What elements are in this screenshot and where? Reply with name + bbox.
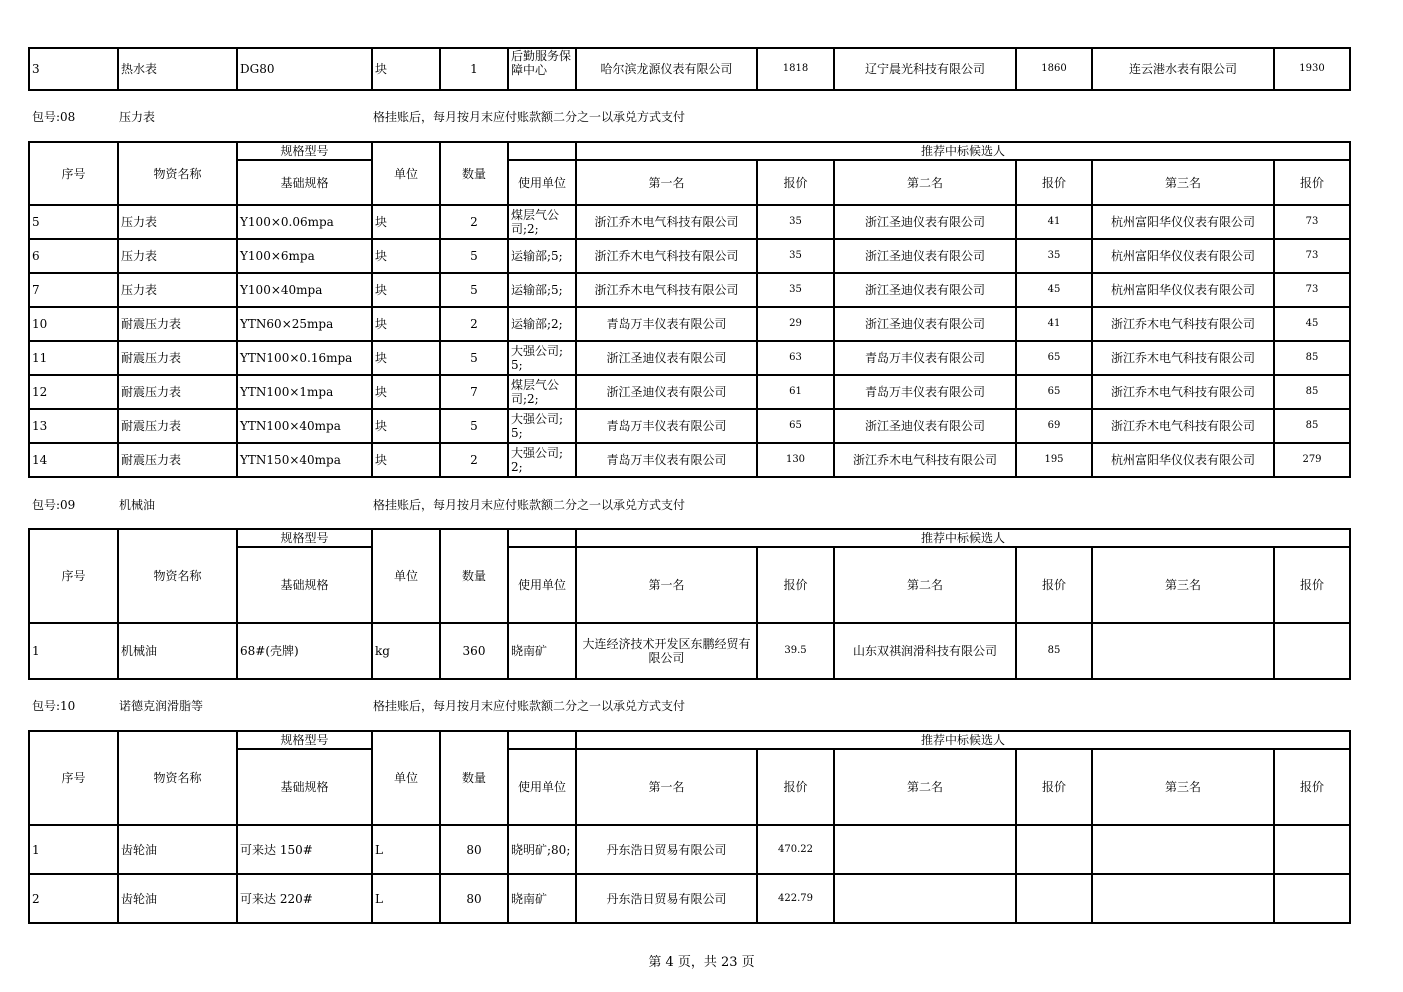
qty-cell: 80 xyxy=(440,874,508,923)
price1-cell: 39.5 xyxy=(757,623,834,679)
price3-cell: 73 xyxy=(1274,205,1350,239)
user-cell: 运输部;5; xyxy=(508,273,576,307)
name-cell: 压力表 xyxy=(118,273,237,307)
header-price1: 报价 xyxy=(757,749,834,825)
seq-cell: 11 xyxy=(29,341,118,375)
price3-cell: 1930 xyxy=(1274,48,1350,90)
seq-cell: 7 xyxy=(29,273,118,307)
package-label-09: 包号:09 xyxy=(32,498,76,512)
package-table xyxy=(28,730,1351,924)
price3-cell: 73 xyxy=(1274,239,1350,273)
header-price2: 报价 xyxy=(1016,160,1092,205)
first-cell: 大连经济技术开发区东鹏经贸有限公司 xyxy=(576,623,757,679)
price2-cell: 195 xyxy=(1016,443,1092,477)
table-row xyxy=(29,307,1350,341)
user-cell: 运输部;2; xyxy=(508,307,576,341)
spec-cell: Y100×6mpa xyxy=(237,239,372,273)
header-first: 第一名 xyxy=(576,160,757,205)
third-cell: 杭州富阳华仪仪表有限公司 xyxy=(1092,239,1274,273)
unit-cell: L xyxy=(372,874,440,923)
user-cell: 大强公司;5; xyxy=(508,409,576,443)
unit-cell: 块 xyxy=(372,341,440,375)
user-cell: 晓南矿 xyxy=(508,874,576,923)
header-third: 第三名 xyxy=(1092,547,1274,623)
price3-cell xyxy=(1274,623,1350,679)
header-user: 使用单位 xyxy=(508,547,576,623)
spec-cell: YTN100×0.16mpa xyxy=(237,341,372,375)
second-cell xyxy=(834,874,1016,923)
package-terms-10: 格挂账后，每月按月末应付账款额二分之一以承兑方式支付 xyxy=(373,699,686,713)
price2-cell: 41 xyxy=(1016,307,1092,341)
second-cell: 青岛万丰仪表有限公司 xyxy=(834,375,1016,409)
header-blank xyxy=(508,731,576,749)
header-user: 使用单位 xyxy=(508,160,576,205)
header-price1: 报价 xyxy=(757,547,834,623)
unit-cell: 块 xyxy=(372,375,440,409)
package-label-10: 包号:10 xyxy=(32,699,76,713)
price3-cell: 85 xyxy=(1274,375,1350,409)
third-cell: 浙江乔木电气科技有限公司 xyxy=(1092,307,1274,341)
name-cell: 压力表 xyxy=(118,205,237,239)
header-qty: 数量 xyxy=(440,529,508,623)
first-cell: 浙江圣迪仪表有限公司 xyxy=(576,375,757,409)
header-price2: 报价 xyxy=(1016,749,1092,825)
price1-cell: 65 xyxy=(757,409,834,443)
first-cell: 丹东浩日贸易有限公司 xyxy=(576,825,757,874)
spec-cell: YTN60×25mpa xyxy=(237,307,372,341)
seq-cell: 5 xyxy=(29,205,118,239)
second-cell: 浙江圣迪仪表有限公司 xyxy=(834,409,1016,443)
first-cell: 丹东浩日贸易有限公司 xyxy=(576,874,757,923)
header-name: 物资名称 xyxy=(118,731,237,825)
price2-cell xyxy=(1016,825,1092,874)
qty-cell: 5 xyxy=(440,341,508,375)
header-qty: 数量 xyxy=(440,731,508,825)
header-spec: 基础规格 xyxy=(237,547,372,623)
header-second: 第二名 xyxy=(834,749,1016,825)
package-table xyxy=(28,141,1351,478)
name-cell: 耐震压力表 xyxy=(118,409,237,443)
price3-cell: 279 xyxy=(1274,443,1350,477)
header-third: 第三名 xyxy=(1092,749,1274,825)
price2-cell: 35 xyxy=(1016,239,1092,273)
header-seq: 序号 xyxy=(29,142,118,205)
spec-cell: Y100×0.06mpa xyxy=(237,205,372,239)
qty-cell: 360 xyxy=(440,623,508,679)
qty-cell: 5 xyxy=(440,239,508,273)
table-row xyxy=(29,48,1350,90)
header-blank xyxy=(508,142,576,160)
header-blank xyxy=(508,529,576,547)
name-cell: 耐震压力表 xyxy=(118,341,237,375)
spec-cell: DG80 xyxy=(237,48,372,90)
header-spec: 基础规格 xyxy=(237,749,372,825)
price1-cell: 470.22 xyxy=(757,825,834,874)
header-seq: 序号 xyxy=(29,529,118,623)
spec-cell: 可来达 150# xyxy=(237,825,372,874)
price1-cell: 63 xyxy=(757,341,834,375)
seq-cell: 12 xyxy=(29,375,118,409)
second-cell: 浙江圣迪仪表有限公司 xyxy=(834,307,1016,341)
price2-cell xyxy=(1016,874,1092,923)
header-first: 第一名 xyxy=(576,547,757,623)
name-cell: 齿轮油 xyxy=(118,874,237,923)
name-cell: 压力表 xyxy=(118,239,237,273)
table-row xyxy=(29,239,1350,273)
header-row xyxy=(29,142,1350,160)
unit-cell: 块 xyxy=(372,205,440,239)
price3-cell xyxy=(1274,874,1350,923)
name-cell: 耐震压力表 xyxy=(118,375,237,409)
package-name-10: 诺德克润滑脂等 xyxy=(119,699,204,713)
price2-cell: 85 xyxy=(1016,623,1092,679)
package-name-08: 压力表 xyxy=(119,110,156,124)
user-cell: 晓南矿 xyxy=(508,623,576,679)
table-row xyxy=(29,273,1350,307)
qty-cell: 2 xyxy=(440,205,508,239)
header-seq: 序号 xyxy=(29,731,118,825)
header-unit: 单位 xyxy=(372,731,440,825)
qty-cell: 2 xyxy=(440,307,508,341)
unit-cell: 块 xyxy=(372,307,440,341)
qty-cell: 7 xyxy=(440,375,508,409)
table-row xyxy=(29,623,1350,679)
price3-cell xyxy=(1274,825,1350,874)
user-cell: 后勤服务保障中心 xyxy=(508,48,576,90)
user-cell: 煤层气公司;2; xyxy=(508,375,576,409)
price1-cell: 61 xyxy=(757,375,834,409)
spec-cell: YTN100×1mpa xyxy=(237,375,372,409)
first-cell: 青岛万丰仪表有限公司 xyxy=(576,443,757,477)
price1-cell: 422.79 xyxy=(757,874,834,923)
header-qty: 数量 xyxy=(440,142,508,205)
seq-cell: 13 xyxy=(29,409,118,443)
unit-cell: 块 xyxy=(372,443,440,477)
table-row xyxy=(29,443,1350,477)
header-price1: 报价 xyxy=(757,160,834,205)
header-second: 第二名 xyxy=(834,547,1016,623)
second-cell: 浙江圣迪仪表有限公司 xyxy=(834,205,1016,239)
header-unit: 单位 xyxy=(372,142,440,205)
table-row xyxy=(29,205,1350,239)
second-cell: 浙江圣迪仪表有限公司 xyxy=(834,273,1016,307)
price1-cell: 1818 xyxy=(757,48,834,90)
unit-cell: 块 xyxy=(372,48,440,90)
header-first: 第一名 xyxy=(576,749,757,825)
third-cell: 连云港水表有限公司 xyxy=(1092,48,1274,90)
qty-cell: 5 xyxy=(440,409,508,443)
qty-cell: 2 xyxy=(440,443,508,477)
price2-cell: 69 xyxy=(1016,409,1092,443)
third-cell: 杭州富阳华仪仪表有限公司 xyxy=(1092,205,1274,239)
first-cell: 哈尔滨龙源仪表有限公司 xyxy=(576,48,757,90)
third-cell xyxy=(1092,825,1274,874)
header-candidates: 推荐中标候选人 xyxy=(576,731,1350,749)
price1-cell: 130 xyxy=(757,443,834,477)
spec-cell: YTN100×40mpa xyxy=(237,409,372,443)
seq-cell: 6 xyxy=(29,239,118,273)
header-unit: 单位 xyxy=(372,529,440,623)
package-table xyxy=(28,528,1351,680)
seq-cell: 10 xyxy=(29,307,118,341)
spec-cell: 可来达 220# xyxy=(237,874,372,923)
unit-cell: 块 xyxy=(372,409,440,443)
header-name: 物资名称 xyxy=(118,529,237,623)
price2-cell: 65 xyxy=(1016,341,1092,375)
table-row xyxy=(29,825,1350,874)
price2-cell: 65 xyxy=(1016,375,1092,409)
header-user: 使用单位 xyxy=(508,749,576,825)
page-footer: 第 4 页，共 23 页 xyxy=(648,955,755,970)
third-cell: 杭州富阳华仪仪表有限公司 xyxy=(1092,443,1274,477)
table-row xyxy=(29,874,1350,923)
header-price3: 报价 xyxy=(1274,160,1350,205)
price3-cell: 45 xyxy=(1274,307,1350,341)
price1-cell: 35 xyxy=(757,239,834,273)
user-cell: 运输部;5; xyxy=(508,239,576,273)
price1-cell: 29 xyxy=(757,307,834,341)
user-cell: 煤层气公司;2; xyxy=(508,205,576,239)
unit-cell: 块 xyxy=(372,239,440,273)
first-cell: 青岛万丰仪表有限公司 xyxy=(576,409,757,443)
header-price2: 报价 xyxy=(1016,547,1092,623)
unit-cell: 块 xyxy=(372,273,440,307)
package-terms-09: 格挂账后，每月按月末应付账款额二分之一以承兑方式支付 xyxy=(373,498,686,512)
seq-cell: 1 xyxy=(29,825,118,874)
second-cell: 辽宁晨光科技有限公司 xyxy=(834,48,1016,90)
package-terms-08: 格挂账后，每月按月末应付账款额二分之一以承兑方式支付 xyxy=(373,110,686,124)
header-third: 第三名 xyxy=(1092,160,1274,205)
spec-cell: 68#(壳牌) xyxy=(237,623,372,679)
unit-cell: L xyxy=(372,825,440,874)
header-second: 第二名 xyxy=(834,160,1016,205)
spec-cell: Y100×40mpa xyxy=(237,273,372,307)
header-name: 物资名称 xyxy=(118,142,237,205)
header-spec-group: 规格型号 xyxy=(237,731,372,749)
qty-cell: 5 xyxy=(440,273,508,307)
second-cell: 山东双祺润滑科技有限公司 xyxy=(834,623,1016,679)
price3-cell: 73 xyxy=(1274,273,1350,307)
second-cell: 青岛万丰仪表有限公司 xyxy=(834,341,1016,375)
qty-cell: 80 xyxy=(440,825,508,874)
first-cell: 浙江乔木电气科技有限公司 xyxy=(576,205,757,239)
seq-cell: 3 xyxy=(29,48,118,90)
user-cell: 大强公司;2; xyxy=(508,443,576,477)
third-cell xyxy=(1092,874,1274,923)
third-cell: 浙江乔木电气科技有限公司 xyxy=(1092,409,1274,443)
price1-cell: 35 xyxy=(757,205,834,239)
user-cell: 晓明矿;80; xyxy=(508,825,576,874)
header-price3: 报价 xyxy=(1274,547,1350,623)
qty-cell: 1 xyxy=(440,48,508,90)
unit-cell: kg xyxy=(372,623,440,679)
name-cell: 齿轮油 xyxy=(118,825,237,874)
first-cell: 浙江乔木电气科技有限公司 xyxy=(576,273,757,307)
table-row xyxy=(29,375,1350,409)
package-name-09: 机械油 xyxy=(119,498,156,512)
seq-cell: 2 xyxy=(29,874,118,923)
seq-cell: 14 xyxy=(29,443,118,477)
header-row xyxy=(29,731,1350,749)
header-spec: 基础规格 xyxy=(237,160,372,205)
third-cell: 浙江乔木电气科技有限公司 xyxy=(1092,341,1274,375)
first-cell: 浙江圣迪仪表有限公司 xyxy=(576,341,757,375)
table-row xyxy=(29,341,1350,375)
header-spec-group: 规格型号 xyxy=(237,529,372,547)
third-cell: 浙江乔木电气科技有限公司 xyxy=(1092,375,1274,409)
header-candidates: 推荐中标候选人 xyxy=(576,529,1350,547)
header-candidates: 推荐中标候选人 xyxy=(576,142,1350,160)
name-cell: 机械油 xyxy=(118,623,237,679)
header-price3: 报价 xyxy=(1274,749,1350,825)
price2-cell: 45 xyxy=(1016,273,1092,307)
price3-cell: 85 xyxy=(1274,341,1350,375)
name-cell: 耐震压力表 xyxy=(118,443,237,477)
third-cell xyxy=(1092,623,1274,679)
name-cell: 耐震压力表 xyxy=(118,307,237,341)
header-row xyxy=(29,529,1350,547)
package-label-08: 包号:08 xyxy=(32,110,76,124)
name-cell: 热水表 xyxy=(118,48,237,90)
second-cell: 浙江乔木电气科技有限公司 xyxy=(834,443,1016,477)
seq-cell: 1 xyxy=(29,623,118,679)
second-cell: 浙江圣迪仪表有限公司 xyxy=(834,239,1016,273)
table-row xyxy=(29,409,1350,443)
user-cell: 大强公司;5; xyxy=(508,341,576,375)
price1-cell: 35 xyxy=(757,273,834,307)
first-cell: 浙江乔木电气科技有限公司 xyxy=(576,239,757,273)
top-table xyxy=(28,47,1351,91)
first-cell: 青岛万丰仪表有限公司 xyxy=(576,307,757,341)
second-cell xyxy=(834,825,1016,874)
price2-cell: 1860 xyxy=(1016,48,1092,90)
third-cell: 杭州富阳华仪仪表有限公司 xyxy=(1092,273,1274,307)
price3-cell: 85 xyxy=(1274,409,1350,443)
header-spec-group: 规格型号 xyxy=(237,142,372,160)
price2-cell: 41 xyxy=(1016,205,1092,239)
spec-cell: YTN150×40mpa xyxy=(237,443,372,477)
